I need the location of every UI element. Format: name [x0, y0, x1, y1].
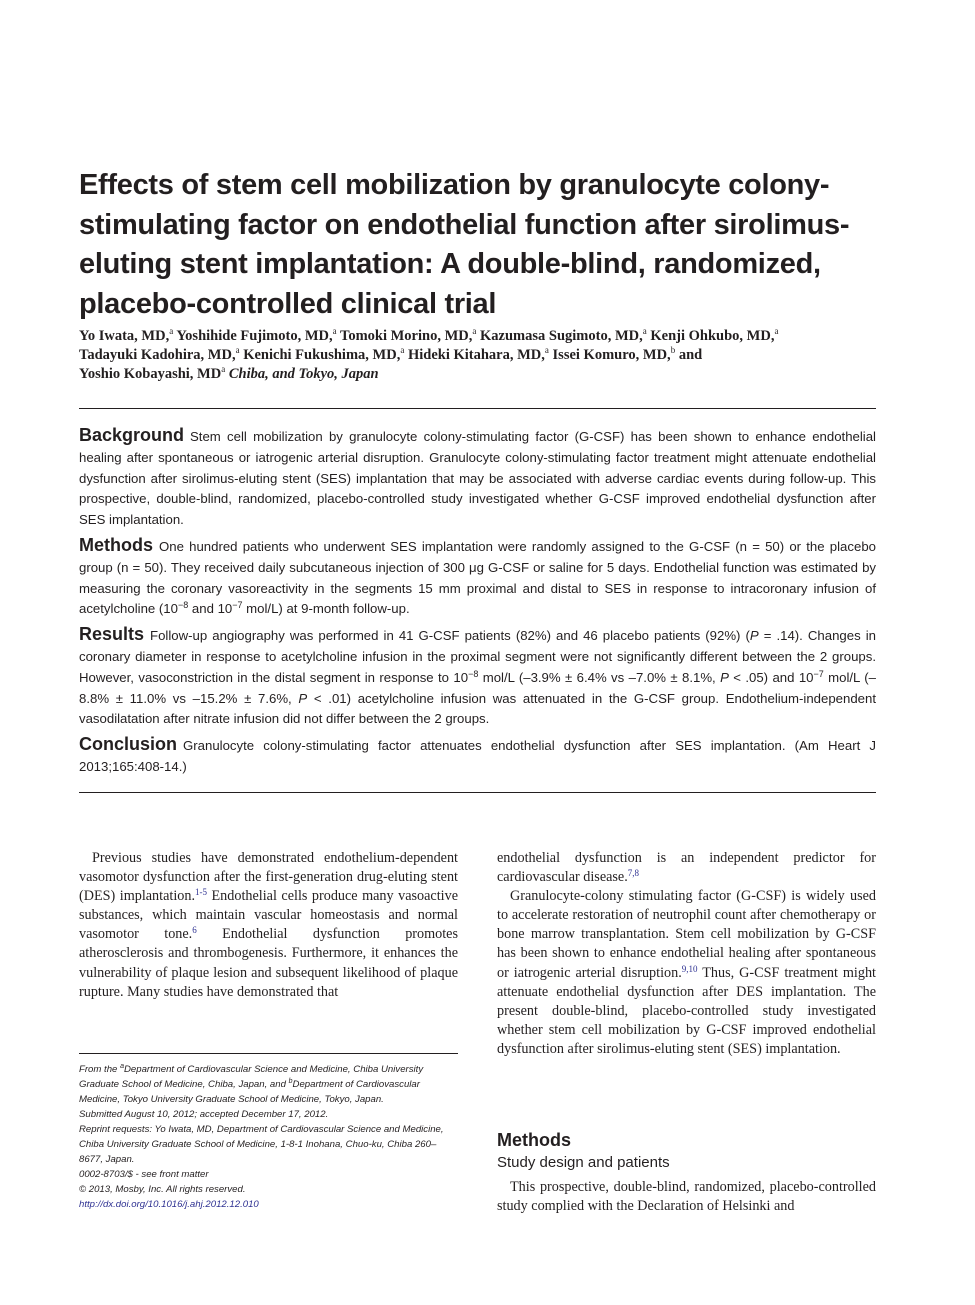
author-location: Chiba, and Tokyo, Japan [228, 366, 379, 382]
author: Yo Iwata, MD, [79, 328, 170, 344]
abstract-results-text: mol/L (–3.9% ± 6.4% vs –7.0% ± 8.1%, [478, 669, 721, 685]
footnotes [79, 1062, 458, 1212]
exponent: −7 [813, 668, 824, 679]
affiliation-mark: b [288, 1078, 293, 1085]
body-text: Thus, G-CSF treatment might attenuate endothelial dysfunction after DES implantation. The present double-blind, placebo-controlled study investigated whether stem cell mobilization by G-CSF improved endothelial dysfunction after sirolimus-eluting stent (SES) implantation. [497, 964, 876, 1057]
abstract-results [79, 624, 876, 730]
body-paragraph [497, 849, 876, 887]
affiliation-mark: b [670, 345, 676, 355]
affiliation-mark: a [235, 345, 240, 355]
article-title: Effects of stem cell mobilization by granulocyte colony-stimulating factor on endothelial function after sirolimus-eluting stent implantation: A double-blind, randomized, placebo-controlled clinical trial [79, 169, 850, 320]
p-value-symbol: P [298, 690, 308, 706]
affiliation-mark: a [774, 326, 779, 336]
affiliation-mark: a [169, 326, 174, 336]
footnote-text: Department of Cardiovascular Medicine, Tokyo University Graduate School of Medicine, Tokyo, Japan. [79, 1079, 420, 1105]
abstract-background-heading: Background [79, 425, 185, 445]
abstract-results-heading: Results [79, 624, 145, 645]
abstract-top-rule [79, 408, 876, 409]
doi-link[interactable]: http://dx.doi.org/10.1016/j.ahj.2012.12.010 [79, 1199, 259, 1210]
author-conjunction: and [678, 347, 703, 363]
body-paragraph: This prospective, double-blind, randomized, placebo-controlled study complied with the Declaration of Helsinki and [497, 1179, 876, 1215]
abstract-methods [79, 535, 876, 620]
abstract [79, 425, 876, 782]
abstract-background-text: Stem cell mobilization by granulocyte colony-stimulating factor (G-CSF) has been shown to enhance endothelial healing after spontaneous or iatrogenic arterial disruption. Granulocyte colony-stimulating factor treatment might attenuate endothelial dysfunction after sirolimus-eluting stent (SES) implantation that may be associated with adverse cardiac events during follow-up. This prospective, double-blind, randomized, placebo-controlled study investigated whether G-CSF improved endothelial dysfunction after SES implantation. [79, 429, 876, 528]
abstract-methods-text: and 10 [188, 601, 233, 617]
body-text: endothelial dysfunction is an independent predictor for cardiovascular disease. [497, 850, 876, 886]
body-paragraph [497, 887, 876, 1059]
footnote-affiliations [79, 1062, 458, 1107]
affiliation-mark: a [120, 1063, 124, 1070]
abstract-conclusion-heading: Conclusion [79, 734, 177, 755]
body-column-left [79, 849, 458, 1002]
exponent: −8 [177, 600, 189, 611]
citation-link[interactable]: 7,8 [627, 868, 640, 879]
methods-column [497, 1178, 876, 1216]
p-value-symbol: P [749, 628, 759, 644]
abstract-conclusion [79, 734, 876, 778]
abstract-conclusion-text: Granulocyte colony-stimulating factor attenuates endothelial dysfunction after SES implantation. (Am Heart J 2013;165:408-14.) [79, 738, 876, 774]
exponent: −8 [468, 668, 479, 679]
subsection-heading: Study design and patients [497, 1154, 670, 1171]
body-text: Endothelial dysfunction promotes atherosclerosis and thrombogenesis. Furthermore, it enhances the vulnerability of plaque lesion and subsequent likelihood of plaque rupture. Many studies have demonstrated that [79, 926, 458, 1000]
author: Kazumasa Sugimoto, MD, [480, 328, 643, 344]
footnote-copyright: © 2013, Mosby, Inc. All rights reserved. [79, 1184, 246, 1195]
author: Kenichi Fukushima, MD, [243, 347, 401, 363]
abstract-methods-text: One hundred patients who underwent SES implantation were randomly assigned to the G-CSF (n = 50) or the placebo group (n = 50). They received daily subcutaneous injection of 300 μg G-CSF or saline for 5 days. Endothelial function was estimated by measuring the coronary vasoreactivity in the segments 15 mm proximal and distal to SES in response to intracoronary infusion of acetylcholine (10 [79, 538, 876, 617]
affiliation-mark: a [544, 345, 549, 355]
author: Tomoki Morino, MD, [339, 328, 473, 344]
author: Yoshio Kobayashi, MD [79, 366, 222, 382]
footnote-rule [79, 1053, 458, 1054]
footnote-reprint: Reprint requests: Yo Iwata, MD, Department of Cardiovascular Science and Medicine, Chiba University Graduate School of Medicine, 1-8-1 Inohana, Chuo-ku, Chiba 260–8677, Japan. [79, 1124, 444, 1165]
p-value-symbol: P [720, 669, 729, 685]
author: Issei Komuro, MD, [552, 347, 671, 363]
body-text: Endothelial cells produce many vasoactive substances, which maintain vascular homeostasis and normal vasomotor tone. [79, 888, 458, 943]
body-column-right [497, 849, 876, 1059]
citation-link[interactable]: 6 [192, 925, 197, 936]
author: Hideki Kitahara, MD, [407, 347, 545, 363]
body-paragraph [79, 849, 458, 1002]
section-heading-methods: Methods [497, 1130, 571, 1150]
citation-link[interactable]: 1-5 [195, 887, 208, 898]
abstract-background [79, 425, 876, 531]
abstract-methods-text: mol/L) at 9-month follow-up. [242, 601, 410, 617]
affiliation-mark: a [472, 326, 477, 336]
abstract-results-text: = .14). Changes in coronary diameter in response to acetylcholine infusion in the proximal segment were not significantly different between the 2 groups. However, vasoconstriction in the distal segment in response to 10 [79, 628, 876, 685]
abstract-results-text: < .05) and 10 [728, 669, 814, 685]
exponent: −7 [232, 600, 243, 611]
footnote-text: Department of Cardiovascular Science and Medicine, Chiba University Graduate School of Medicine, Chiba, Japan, and [79, 1064, 424, 1090]
affiliation-mark: a [332, 326, 337, 336]
affiliation-mark: a [642, 326, 647, 336]
abstract-results-text: mol/L (–8.8% ± 11.0% vs –15.2% ± 7.6%, [79, 669, 877, 706]
abstract-results-text: < .01) acetylcholine infusion was attenuated in the G-CSF group. Endothelium-independent vasodilatation after nitrate infusion did not differ between the 2 groups. [79, 690, 876, 727]
author: Yoshihide Fujimoto, MD, [176, 328, 333, 344]
footnote-issn: 0002-8703/$ - see front matter [79, 1169, 209, 1180]
citation-link[interactable]: 9,10 [681, 963, 698, 974]
affiliation-mark: a [400, 345, 405, 355]
affiliation-mark: a [221, 364, 226, 374]
author: Kenji Ohkubo, MD, [650, 328, 775, 344]
author: Tadayuki Kadohira, MD, [79, 347, 236, 363]
body-text: Previous studies have demonstrated endothelium-dependent vasomotor dysfunction after the first-generation drug-eluting stent (DES) implantation. [79, 850, 458, 905]
abstract-bottom-rule [79, 792, 876, 793]
abstract-results-text: Follow-up angiography was performed in 41 G-CSF patients (82%) and 46 placebo patients (92%) ( [150, 628, 750, 644]
body-text: Granulocyte-colony stimulating factor (G-CSF) is widely used to accelerate restoration of neutrophil count after chemotherapy or bone marrow transplantation. Stem cell mobilization by G-CSF has been shown to enhance endothelial healing after spontaneous or iatrogenic arterial disruption. [497, 888, 876, 981]
abstract-methods-heading: Methods [79, 534, 153, 555]
footnote-submitted: Submitted August 10, 2012; accepted December 17, 2012. [79, 1109, 329, 1120]
footnote-text: From the [79, 1064, 121, 1075]
author-list [79, 327, 884, 384]
